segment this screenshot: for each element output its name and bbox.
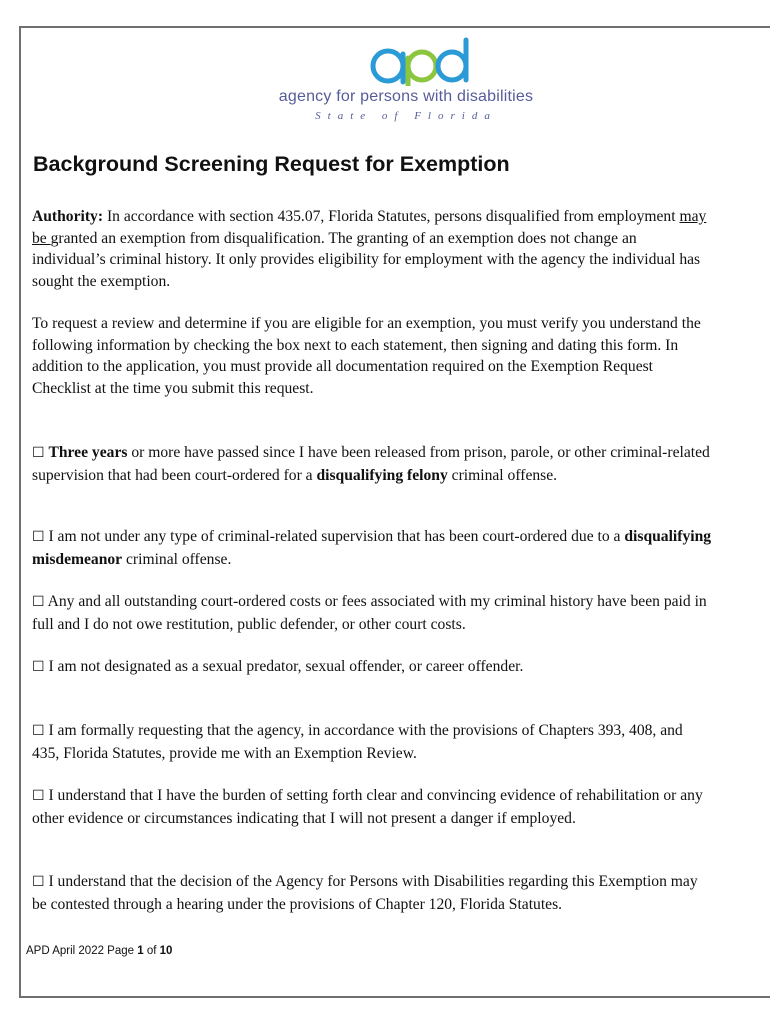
authority-underlined: may be: [32, 208, 707, 247]
checkbox-6[interactable]: ☐: [32, 788, 45, 804]
checkbox-1[interactable]: ☐: [32, 445, 45, 461]
checkbox-7[interactable]: ☐: [32, 874, 45, 890]
statement-2-bold-mid: disqualifying misdemeanor: [32, 528, 712, 568]
statement-2: [32, 526, 712, 570]
statement-1-bold-mid: disqualifying felony: [316, 466, 448, 484]
footer-page-number: 1: [137, 945, 144, 957]
page-title: Background Screening Request for Exemption: [33, 152, 510, 176]
instructions-paragraph: To request a review and determine if you are eligible for an exemption, you must verify you understand the following information by checking the box next to each statement, then signing and dating this form. In addition to the application, you must provide all documentation required on the Exemption Request Checklist at the time you submit this request.: [32, 315, 701, 397]
statement-2-text-1: I am not under any type of criminal-related supervision that has been court-ordered due to a: [48, 528, 625, 545]
authority-label: Authority:: [32, 208, 104, 225]
checkbox-5[interactable]: ☐: [32, 723, 45, 739]
statement-7: [32, 871, 712, 915]
checkbox-3[interactable]: ☐: [32, 594, 45, 610]
statement-6-text: I understand that I have the burden of setting forth clear and convincing evidence of rehabilitation or any other evidence or circumstances indicating that I will not present a danger if employed.: [32, 787, 703, 827]
page-footer: [26, 945, 172, 957]
footer-of: of: [143, 945, 160, 957]
statement-3: [32, 591, 712, 635]
statement-1-bold-lead: Three years: [48, 444, 128, 461]
statement-6: [32, 785, 712, 829]
statement-1: [32, 442, 712, 486]
document-page: [19, 26, 770, 998]
apd-logo: [271, 36, 541, 126]
authority-text-1: In accordance with section 435.07, Florida Statutes, persons disqualified from employment: [103, 208, 680, 225]
authority-paragraph: [32, 206, 712, 292]
logo-agency-name: agency for persons with disabilities: [278, 88, 534, 105]
statement-5: [32, 720, 712, 764]
footer-prefix: APD April 2022 Page: [26, 945, 138, 957]
statement-3-text: Any and all outstanding court-ordered costs or fees associated with my criminal history have been paid in full and I do not owe restitution, public defender, or other court costs.: [32, 593, 707, 633]
statement-1-text-2: criminal offense.: [447, 466, 558, 484]
statement-4: [32, 656, 712, 679]
statement-4-text: I am not designated as a sexual predator, sexual offender, or career offender.: [48, 658, 524, 675]
footer-total-pages: 10: [159, 945, 173, 957]
checkbox-4[interactable]: ☐: [32, 659, 45, 675]
apd-logo-mark: [366, 36, 476, 86]
statement-2-text-2: criminal offense.: [122, 550, 232, 568]
statement-1-text-1: or more have passed since I have been released from prison, parole, or other criminal-related supervision that had been court-ordered for a: [32, 444, 710, 484]
logo-state-of-florida: State of Florida: [315, 110, 497, 122]
statement-7-text: I understand that the decision of the Agency for Persons with Disabilities regarding this Exemption may be contested through a hearing under the provisions of Chapter 120, Florida Statutes.: [32, 873, 698, 913]
statement-5-text: I am formally requesting that the agency, in accordance with the provisions of Chapters 393, 408, and 435, Florida Statutes, provide me with an Exemption Review.: [32, 722, 683, 762]
authority-text-2: granted an exemption from disqualification. The granting of an exemption does not change an individual’s criminal history. It only provides eligibility for employment with the agency the individual has sought the exemption.: [32, 229, 701, 290]
checkbox-2[interactable]: ☐: [32, 529, 45, 545]
